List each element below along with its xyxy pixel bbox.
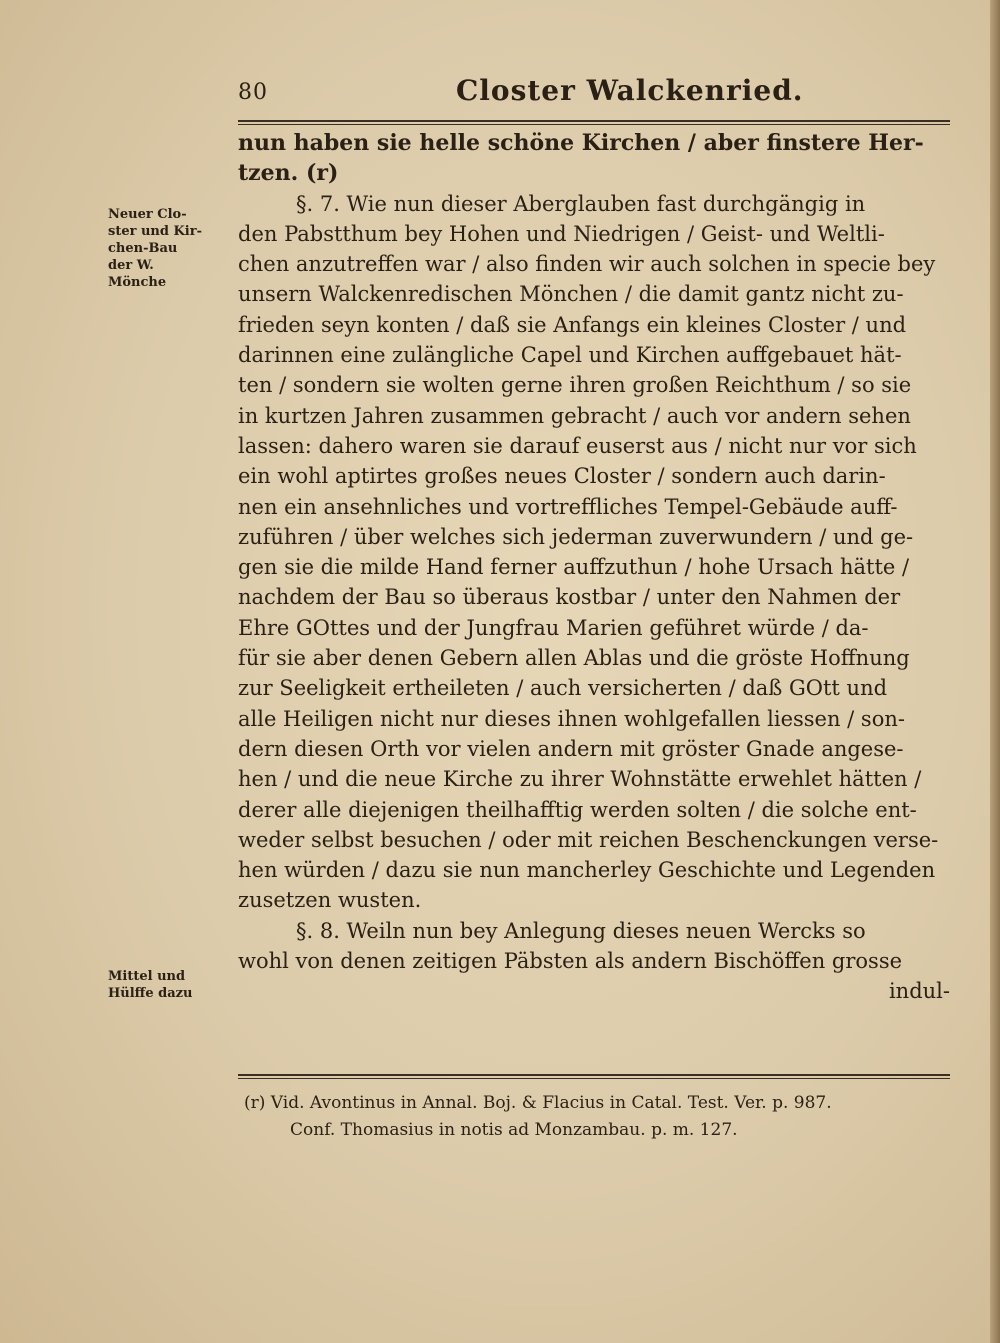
page-number: 80: [238, 80, 268, 105]
text-line: frieden seyn konten / daß sie Anfangs ein kleines Closter / und: [238, 312, 907, 337]
text-line: ten / sondern sie wolten gerne ihren großen Reichthum / so sie: [238, 373, 912, 398]
running-head: [238, 70, 950, 122]
footnote-line: Conf. Thomasius in notis ad Monzambau. p. m. 127.: [290, 1120, 738, 1140]
text-line: chen anzutreffen war / also finden wir auch solchen in specie bey: [238, 252, 936, 277]
text-line: alle Heiligen nicht nur dieses ihnen wohlgefallen liessen / son-: [238, 706, 905, 731]
text-line: zur Seeligkeit ertheileten / auch versicherten / daß GOtt und: [238, 676, 888, 701]
text-line: darinnen eine zulängliche Capel und Kirchen auffgebauet hät-: [238, 343, 902, 368]
marginal-line: chen-Bau: [108, 241, 178, 256]
page-title: Closter Walckenried.: [456, 74, 804, 107]
footnote-rule: [238, 1074, 950, 1079]
text-line: zuführen / über welches sich jederman zuverwundern / und ge-: [238, 524, 914, 549]
text-line: derer alle diejenigen theilhafftig werden solten / die solche ent-: [238, 797, 917, 822]
footnote: [244, 1090, 956, 1144]
marginal-line: Neuer Clo-: [108, 207, 187, 222]
text-line: unsern Walckenredischen Mönchen / die damit gantz nicht zu-: [238, 282, 904, 307]
page-edge: [990, 0, 1000, 1343]
text-line: lassen: dahero waren sie darauf euserst aus / nicht nur vor sich: [238, 433, 917, 458]
text-line: hen würden / dazu sie nun mancherley Geschichte und Legenden: [238, 858, 936, 883]
text-line: tzen. (r): [238, 160, 339, 187]
text-line: gen sie die milde Hand ferner auffzuthun / hohe Ursach hätte /: [238, 555, 910, 580]
text-line: Ehre GOttes und der Jungfrau Marien geführet würde / da-: [238, 615, 869, 640]
text-line: den Pabstthum bey Hohen und Niedrigen / Geist- und Weltli-: [238, 221, 885, 246]
marginal-note: [108, 968, 236, 1002]
text-line: dern diesen Orth vor vielen andern mit gröster Gnade angese-: [238, 736, 904, 761]
body-text: [238, 128, 956, 1007]
marginal-line: Hülffe dazu: [108, 986, 193, 1001]
text-line: weder selbst besuchen / oder mit reichen Beschenckungen verse-: [238, 827, 939, 852]
text-line: §. 8. Weiln nun bey Anlegung dieses neuen Wercks so: [296, 918, 866, 943]
text-line: nachdem der Bau so überaus kostbar / unter den Nahmen der: [238, 585, 901, 610]
header-rule: [238, 120, 950, 125]
footnote-line: (r) Vid. Avontinus in Annal. Boj. & Flacius in Catal. Test. Ver. p. 987.: [244, 1093, 832, 1113]
text-line: ein wohl aptirtes großes neues Closter / sondern auch darin-: [238, 464, 886, 489]
catchword: indul-: [888, 979, 950, 1004]
text-line: wohl von denen zeitigen Päbsten als andern Bischöffen grosse: [238, 949, 903, 974]
text-line: hen / und die neue Kirche zu ihrer Wohnstätte erwehlet hätten /: [238, 767, 922, 792]
text-line: in kurtzen Jahren zusammen gebracht / auch vor andern sehen: [238, 403, 911, 428]
text-line: nun haben sie helle schöne Kirchen / aber finstere Her-: [238, 130, 924, 156]
marginal-line: der W.: [108, 258, 154, 273]
text-line: für sie aber denen Gebern allen Ablas und die gröste Hoffnung: [238, 646, 910, 671]
marginal-line: Mönche: [108, 275, 167, 290]
text-line: §. 7. Wie nun dieser Aberglauben fast durchgängig in: [296, 191, 866, 216]
text-line: nen ein ansehnliches und vortreffliches Tempel-Gebäude auff-: [238, 494, 898, 519]
text-line: zusetzen wusten.: [238, 888, 422, 913]
marginal-note: [108, 206, 236, 291]
marginal-line: Mittel und: [108, 969, 186, 984]
marginal-line: ster und Kir-: [108, 224, 202, 239]
